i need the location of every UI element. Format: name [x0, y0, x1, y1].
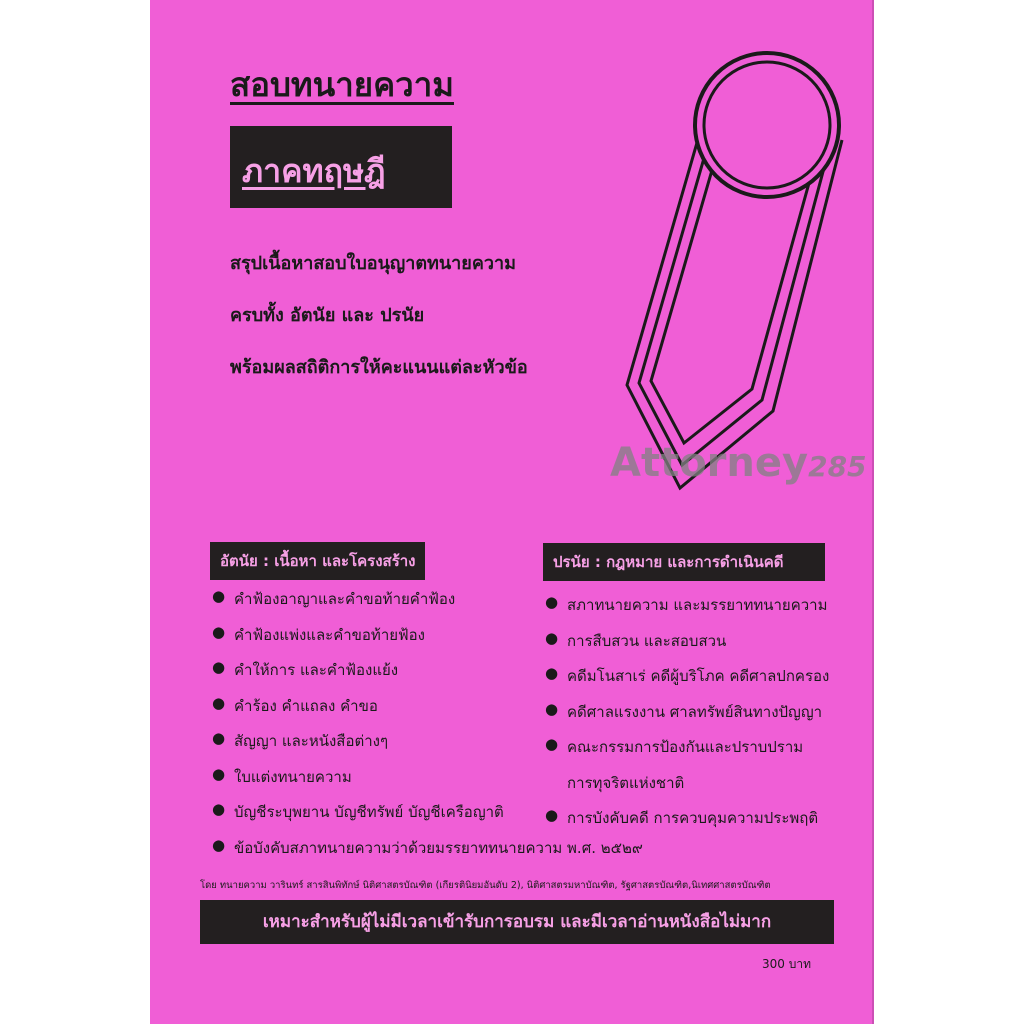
list-item-text: การทุจริตแห่งชาติ	[567, 773, 685, 792]
list-item	[545, 699, 829, 736]
bullet-icon: ●	[545, 735, 559, 753]
list-item-text: คำฟ้องแพ่งและคำขอท้ายฟ้อง	[234, 625, 425, 644]
author-credentials: โดย ทนายความ วารินทร์ สารสินพิทักษ์ นิติศาสตรบัณฑิต (เกียรตินิยมอันดับ 2), นิติศาสตรมหาบัณฑิต, รัฐศาสตรบัณฑิต,นิเทศศาสตรบัณฑิต	[200, 880, 771, 891]
bullet-icon: ●	[212, 658, 226, 676]
book-subtitle: ภาคทฤษฎี	[242, 152, 386, 190]
subjective-section-header: อัตนัย : เนื้อหา และโครงสร้าง	[210, 542, 425, 580]
bullet-icon: ●	[545, 806, 559, 824]
description-line-2: ครบทั้ง อัตนัย และ ปรนัย	[230, 305, 425, 326]
description-line-3: พร้อมผลสถิติการให้คะแนนแต่ละหัวข้อ	[230, 357, 528, 378]
list-item-text: คณะกรรมการป้องกันและปราบปราม	[567, 738, 804, 756]
bullet-icon: ●	[212, 764, 226, 783]
price-label: 300 บาท	[762, 957, 811, 971]
bullet-icon: ●	[212, 622, 226, 641]
book-cover	[150, 0, 874, 1024]
list-item-text: การสืบสวน และสอบสวน	[567, 631, 727, 650]
list-item-text: ข้อบังคับสภาทนายความว่าด้วยมรรยาททนายความ พ.ศ. ๒๕๒๙	[234, 838, 643, 857]
list-item	[545, 593, 829, 629]
bullet-icon: ●	[212, 693, 226, 712]
list-item-text: ใบแต่งทนายความ	[234, 767, 352, 786]
bullet-icon: ●	[212, 729, 226, 747]
objective-section-header: ปรนัย : กฎหมาย และการดำเนินคดี	[543, 543, 825, 581]
bullet-icon: ●	[545, 699, 559, 718]
bullet-icon: ●	[545, 593, 559, 611]
pen-nib-illustration	[600, 45, 850, 495]
bullet-icon: ●	[545, 664, 559, 682]
list-item-text: สภาทนายความ และมรรยาททนายความ	[567, 596, 828, 614]
target-audience-banner: เหมาะสำหรับผู้ไม่มีเวลาเข้ารับการอบรม และมีเวลาอ่านหนังสือไม่มาก	[200, 900, 834, 944]
watermark-logo	[610, 440, 867, 486]
list-item-text: คดีศาลแรงงาน ศาลทรัพย์สินทางปัญญา	[567, 702, 823, 721]
objective-topic-list	[545, 593, 830, 842]
watermark-number: 285	[808, 450, 867, 483]
bullet-icon: ●	[212, 587, 226, 605]
list-item	[545, 806, 829, 842]
list-item-text: บัญชีระบุพยาน บัญชีทรัพย์ บัญชีเครือญาติ	[234, 803, 504, 821]
list-item	[545, 628, 829, 665]
list-item	[545, 735, 829, 771]
list-item-text: คดีมโนสาเร่ คดีผู้บริโภค คดีศาลปกครอง	[567, 667, 830, 685]
subtitle-box	[230, 126, 452, 208]
bullet-icon: ●	[212, 800, 226, 818]
list-item-continuation	[567, 771, 829, 807]
list-item-text: คำฟ้องอาญาและคำขอท้ายคำฟ้อง	[234, 590, 456, 608]
list-item-text: สัญญา และหนังสือต่างๆ	[234, 732, 388, 750]
description-line-1: สรุปเนื้อหาสอบใบอนุญาตทนายความ	[230, 253, 516, 274]
bullet-icon: ●	[212, 835, 226, 854]
bullet-icon: ●	[545, 628, 559, 647]
list-item-text: คำให้การ และคำฟ้องแย้ง	[234, 661, 399, 679]
list-item-text: คำร้อง คำแถลง คำขอ	[234, 696, 378, 715]
book-title: สอบทนายความ	[230, 65, 454, 104]
list-item-text: การบังคับคดี การควบคุมความประพฤติ	[567, 809, 819, 827]
list-item	[545, 664, 830, 700]
watermark-text: Attorney	[610, 440, 809, 486]
